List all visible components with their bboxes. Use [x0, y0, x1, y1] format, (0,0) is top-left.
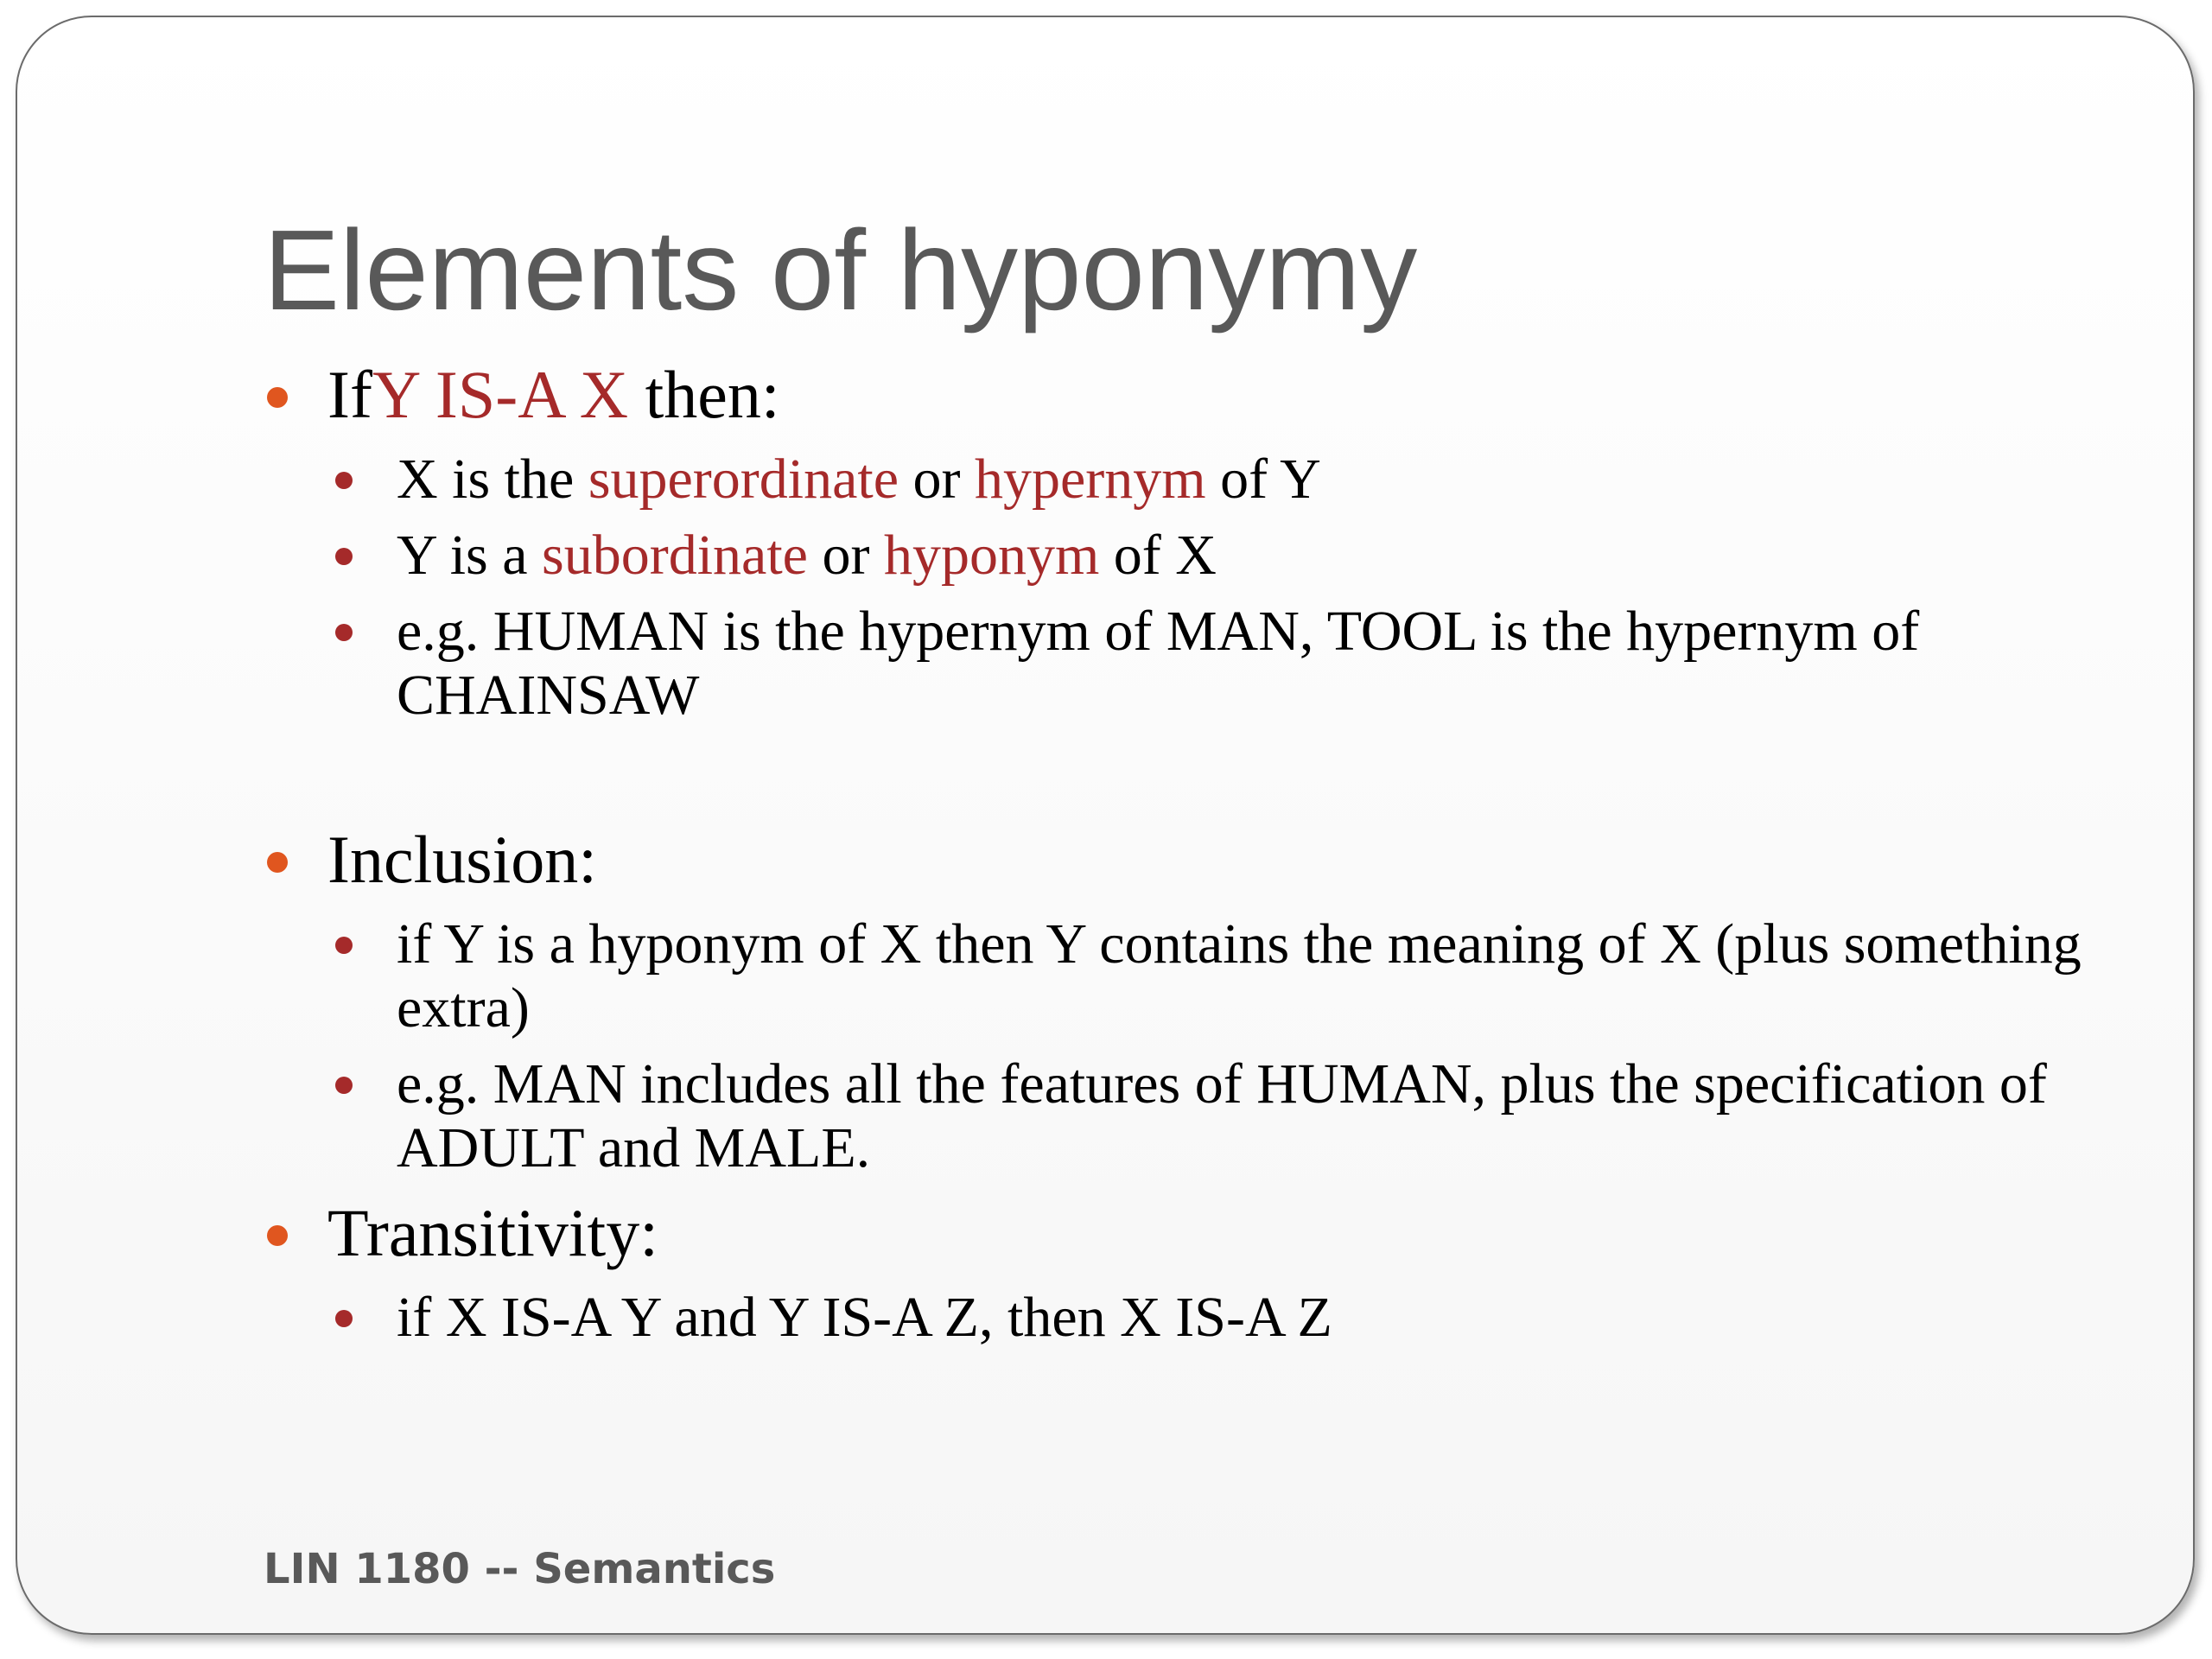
- sub-bullet-text-part: Y is a: [397, 524, 543, 587]
- sub-bullet-inclusion-example: [327, 1052, 2130, 1180]
- sub-bullet-text: e.g. HUMAN is the hypernym of MAN, TOOL is the hypernym of CHAINSAW: [397, 600, 1920, 727]
- bullet-text: Transitivity:: [327, 1195, 658, 1270]
- sub-bullet-dot-icon: [335, 548, 353, 565]
- sub-bullet-text: if X IS-A Y and Y IS-A Z, then X IS-A Z: [397, 1286, 1332, 1349]
- bullet-hyponymy-definition: [264, 354, 2130, 728]
- sub-bullet-text-part: X is the: [397, 448, 588, 511]
- bullet-list: [264, 354, 2130, 1350]
- sub-bullet-text: e.g. MAN includes all the features of HUMAN, plus the specification of ADULT and MALE.: [397, 1052, 2047, 1179]
- bullet-highlight: Y IS-A X: [372, 357, 629, 432]
- sub-bullet-text-part: or: [899, 448, 976, 511]
- slide-title: Elements of hyponymy: [264, 207, 1418, 334]
- bullet-text: Inclusion:: [327, 822, 597, 897]
- sub-bullet-subordinate: [327, 524, 2130, 588]
- bullet-inclusion: [264, 819, 2130, 1180]
- sub-bullet-example-hypernym: [327, 600, 2130, 728]
- term-subordinate: subordinate: [542, 524, 808, 587]
- slide-footer: LIN 1180 -- Semantics: [264, 1545, 776, 1593]
- sub-bullet-list: [327, 912, 2130, 1180]
- sub-bullet-superordinate: [327, 448, 2130, 512]
- bullet-text-part: If: [327, 357, 372, 432]
- slide: [16, 16, 2195, 1635]
- bullet-dot-icon: [267, 852, 288, 873]
- sub-bullet-inclusion-rule: [327, 912, 2130, 1040]
- sub-bullet-text: if Y is a hyponym of X then Y contains the meaning of X (plus something extra): [397, 912, 2082, 1039]
- bullet-dot-icon: [267, 387, 288, 408]
- sub-bullet-dot-icon: [335, 937, 353, 954]
- bullet-dot-icon: [267, 1225, 288, 1246]
- sub-bullet-dot-icon: [335, 472, 353, 489]
- sub-bullet-dot-icon: [335, 624, 353, 641]
- slide-content: [264, 354, 2130, 1350]
- sub-bullet-text-part: or: [807, 524, 884, 587]
- sub-bullet-dot-icon: [335, 1310, 353, 1327]
- term-hyponym: hyponym: [883, 524, 1100, 587]
- bullet-transitivity: [264, 1192, 2130, 1350]
- sub-bullet-text-part: of Y: [1205, 448, 1321, 511]
- sub-bullet-list: [327, 448, 2130, 728]
- term-superordinate: superordinate: [588, 448, 899, 511]
- sub-bullet-list: [327, 1286, 2130, 1350]
- term-hypernym: hypernym: [975, 448, 1206, 511]
- sub-bullet-text-part: of X: [1099, 524, 1217, 587]
- sub-bullet-transitivity-rule: [327, 1286, 2130, 1350]
- bullet-text-part: then:: [628, 357, 780, 432]
- sub-bullet-dot-icon: [335, 1077, 353, 1094]
